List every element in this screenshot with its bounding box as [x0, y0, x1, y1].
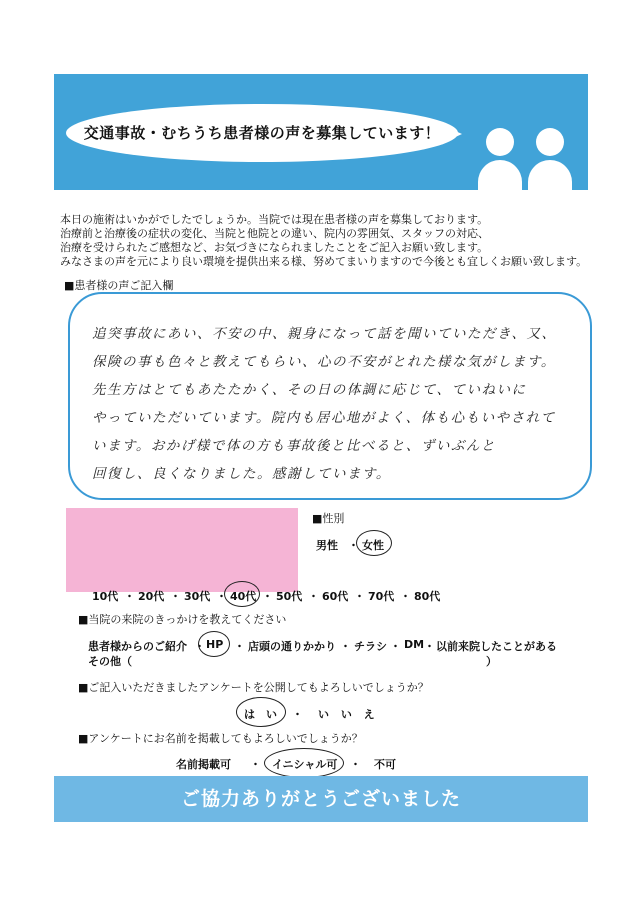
referral-option-flyer[interactable]: チラシ: [354, 640, 387, 653]
gender-male-option[interactable]: 男性: [316, 539, 338, 552]
comment-line: やっていただいています。院内も居心地がよく、体も心もいやされて: [92, 410, 556, 426]
age-option-60[interactable]: 60代: [322, 590, 349, 603]
comment-line: 回復し、良くなりました。感謝しています。: [92, 466, 391, 482]
name-option-none[interactable]: 不可: [374, 758, 396, 771]
age-option-80[interactable]: 80代: [414, 590, 441, 603]
intro-line: 治療前と治療後の症状の変化、当院と他院との違い、院内の雰囲気、スタッフの対応、: [60, 227, 489, 240]
intro-line: みなさまの声を元により良い環境を提供出来る様、努めてまいりますので今後とも宜しくお願い致します。: [60, 255, 588, 268]
referral-separator: ・: [390, 640, 401, 653]
gender-separator: ・: [348, 539, 359, 552]
age-separator: ・: [400, 590, 411, 603]
age-separator: ・: [354, 590, 365, 603]
age-separator: ・: [124, 590, 135, 603]
referral-option-storefront[interactable]: 店頭の通りかかり: [248, 640, 336, 653]
banner-title: 交通事故・むちうち患者様の声を募集しています！: [83, 124, 441, 142]
name-option-full[interactable]: 名前掲載可: [176, 758, 231, 771]
publish-yes-option[interactable]: は い: [244, 708, 277, 721]
gender-heading: ■性別: [312, 512, 345, 525]
intro-line: 治療を受けられたご感想など、お気づきになられましたことをご記入お願い致します。: [60, 241, 489, 254]
age-option-50[interactable]: 50代: [276, 590, 303, 603]
referral-separator: ・: [340, 640, 351, 653]
referral-heading: ■当院の来院のきっかけを教えてください: [78, 613, 287, 626]
name-heading: ■アンケートにお名前を掲載してもよろしいでしょうか？: [78, 732, 363, 745]
age-option-70[interactable]: 70代: [368, 590, 395, 603]
comment-line: 先生方はとてもあたたかく、その日の体調に応じて、ていねいに: [92, 382, 527, 398]
gender-female-option[interactable]: 女性: [362, 539, 384, 552]
referral-separator: ・: [424, 640, 435, 653]
footer-text: ご協力ありがとうございました: [180, 788, 461, 810]
comment-line: 保険の事も色々と教えてもらい、心の不安がとれた様な気がします。: [92, 354, 556, 370]
selection-circle: [224, 581, 260, 607]
referral-option-previous[interactable]: 以前来院したことがある: [436, 640, 557, 653]
age-separator: ・: [216, 590, 227, 603]
referral-option-introduction[interactable]: 患者様からのご紹介: [88, 640, 187, 653]
referral-option-hp[interactable]: HP: [206, 638, 224, 651]
intro-line: 本日の施術はいかがでしたでしょうか。当院では現在患者様の声を募集しております。: [60, 213, 489, 226]
publish-heading: ■ご記入いただきましたアンケートを公開してもよろしいでしょうか？: [78, 681, 429, 694]
referral-other-label: その他（: [88, 655, 132, 668]
person-icon: [478, 128, 534, 190]
redaction-block: [66, 508, 298, 592]
publish-separator: ・: [292, 708, 303, 721]
selection-circle: [198, 631, 230, 657]
name-option-initials[interactable]: イニシャル可: [272, 758, 338, 771]
comment-line: 追突事故にあい、不安の中、親身になって話を聞いていただき、又、: [92, 326, 557, 342]
name-separator: ・: [350, 758, 361, 771]
age-separator: ・: [170, 590, 181, 603]
person-icon: [528, 128, 584, 190]
referral-separator: ・: [194, 640, 205, 653]
age-option-30[interactable]: 30代: [184, 590, 211, 603]
name-separator: ・: [250, 758, 261, 771]
selection-circle: [264, 748, 344, 778]
selection-circle: [356, 530, 392, 556]
age-option-20[interactable]: 20代: [138, 590, 165, 603]
referral-separator: ・: [234, 640, 245, 653]
referral-option-dm[interactable]: DM: [404, 638, 425, 651]
comment-line: います。おかげ様で体の方も事故後と比べると、ずいぶんと: [92, 438, 496, 454]
publish-no-option[interactable]: い い え: [318, 708, 379, 721]
referral-other-close: ）: [486, 655, 497, 668]
age-separator: ・: [262, 590, 273, 603]
age-option-40[interactable]: 40代: [230, 590, 257, 603]
selection-circle: [236, 697, 286, 727]
age-option-10[interactable]: 10代: [92, 590, 119, 603]
comment-heading: ■患者様の声ご記入欄: [64, 279, 174, 292]
age-separator: ・: [308, 590, 319, 603]
